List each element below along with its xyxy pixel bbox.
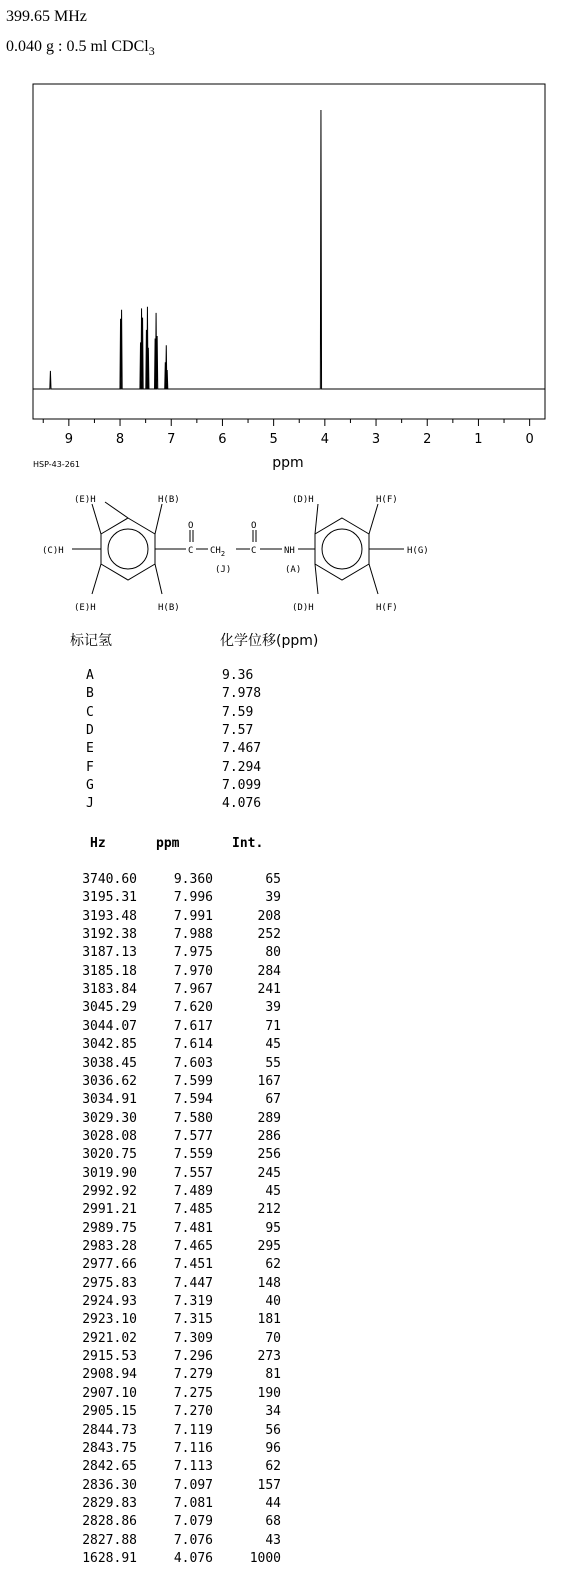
- peak-table-row: [0, 1459, 300, 1477]
- label-e-bottom: (E)H: [74, 603, 96, 613]
- label-o2: O: [251, 521, 257, 531]
- peak-ppm: 7.614: [173, 1037, 213, 1053]
- assignment-label: C: [86, 704, 94, 720]
- peak-intensity: 148: [257, 1275, 281, 1291]
- peak-hz: 2842.65: [82, 1459, 137, 1475]
- assignment-label: J: [86, 796, 94, 812]
- peak-intensity: 34: [265, 1404, 281, 1420]
- peak-table-row: [0, 1514, 300, 1532]
- assignment-label: F: [86, 759, 94, 775]
- peak-table-row: [0, 1404, 300, 1422]
- peak-hz: 3192.38: [82, 927, 137, 943]
- peak-hz: 3193.48: [82, 908, 137, 924]
- peak-hz: 2908.94: [82, 1367, 137, 1383]
- peak-hz: 3185.18: [82, 963, 137, 979]
- peak-intensity: 39: [265, 1000, 281, 1016]
- peak-ppm: 7.465: [173, 1239, 213, 1254]
- peak-intensity: 45: [265, 1037, 281, 1053]
- peak-intensity: 44: [265, 1495, 281, 1511]
- peak-ppm: 7.119: [173, 1422, 213, 1438]
- peak-intensity: 62: [265, 1257, 281, 1273]
- peak-ppm: 7.991: [173, 908, 213, 924]
- peak-intensity: 295: [257, 1239, 281, 1254]
- label-a: (A): [285, 565, 302, 575]
- peak-ppm: 7.079: [173, 1514, 213, 1530]
- bond: [155, 504, 162, 534]
- label-ch2: [210, 546, 225, 558]
- peak-intensity: 208: [257, 908, 281, 924]
- peak-ppm: 7.447: [173, 1275, 213, 1291]
- sample-text: 0.040 g : 0.5 ml CDCl: [6, 38, 149, 55]
- assignment-shift: 7.978: [222, 686, 262, 702]
- peak-hz: 3044.07: [82, 1018, 137, 1034]
- bond: [315, 564, 318, 594]
- peak-ppm: 7.988: [173, 927, 213, 943]
- label-c: (C)H: [42, 546, 64, 556]
- plot-frame: [33, 84, 545, 419]
- peak-ppm: 7.557: [173, 1165, 213, 1181]
- peak-ppm: 7.975: [173, 945, 213, 961]
- peak-table-row: [0, 1331, 300, 1349]
- peak-hz: 3195.31: [82, 890, 137, 906]
- peak-ppm: 7.097: [173, 1477, 213, 1493]
- assignment-shift: 7.57: [222, 722, 254, 738]
- label-c2: C: [251, 546, 257, 556]
- x-tick-label: 1: [474, 432, 483, 447]
- peak-table-row: [0, 1386, 300, 1404]
- peak-intensity: 95: [265, 1220, 281, 1236]
- peak-ppm: 7.275: [173, 1385, 213, 1401]
- peak-ppm: 7.967: [173, 982, 213, 998]
- nmr-spectrum-chart: [0, 0, 570, 480]
- peak-intensity: 212: [257, 1202, 281, 1218]
- peak-intensity: 157: [257, 1477, 281, 1493]
- peak-ppm: 7.970: [173, 963, 213, 979]
- peak-table-row: [0, 1111, 300, 1129]
- peak-intensity: 181: [257, 1312, 281, 1328]
- label-e-top: (E)H: [74, 495, 96, 505]
- peak-hz: 3042.85: [82, 1037, 137, 1053]
- peak-hz: 2975.83: [82, 1275, 137, 1291]
- peak-hz: 2921.02: [82, 1330, 137, 1346]
- peak-table-row: [0, 1423, 300, 1441]
- peak-intensity: 71: [265, 1018, 281, 1034]
- peak-table-row: [0, 1092, 300, 1110]
- peak-intensity: 80: [265, 945, 281, 961]
- peak-table-row: [0, 1037, 300, 1055]
- peak-intensity: 67: [265, 1092, 281, 1108]
- x-axis-ticks: [43, 419, 534, 447]
- peak-table-row: [0, 1147, 300, 1165]
- peak-intensity: 45: [265, 1183, 281, 1199]
- peak-table-row: [0, 1294, 300, 1312]
- assignment-shift: 7.294: [222, 759, 262, 775]
- peak-hz: 3028.08: [82, 1128, 137, 1144]
- x-tick-label: 8: [115, 432, 125, 447]
- peak-ppm: 7.116: [173, 1440, 213, 1456]
- peak-ppm: 7.309: [173, 1330, 213, 1346]
- peak-header-int: Int.: [232, 836, 264, 851]
- x-tick-label: 3: [371, 432, 381, 447]
- peak-ppm: 7.617: [173, 1018, 213, 1034]
- peak-table-row: [0, 1019, 300, 1037]
- peak-hz: 3187.13: [82, 945, 137, 961]
- peak-intensity: 286: [257, 1128, 281, 1144]
- peak-ppm: 7.603: [173, 1055, 213, 1071]
- peak-hz: 2843.75: [82, 1440, 137, 1456]
- peak-ppm: 7.451: [173, 1257, 213, 1273]
- peak-hz: 2907.10: [82, 1385, 137, 1401]
- peak-ppm: 7.559: [173, 1147, 213, 1163]
- peak-hz: 3038.45: [82, 1055, 137, 1071]
- peak-intensity: 55: [265, 1055, 281, 1071]
- peak-table-row: [0, 945, 300, 963]
- peak-table-row: [0, 1367, 300, 1385]
- peak-table-row: [0, 1239, 300, 1257]
- spectrum-trace: [33, 110, 545, 389]
- peak-table-row: [0, 982, 300, 1000]
- peak-hz: 2829.83: [82, 1495, 137, 1511]
- label-nh: NH: [284, 546, 295, 556]
- assignment-label: D: [86, 722, 94, 738]
- peak-table-row: [0, 927, 300, 945]
- peak-hz: 3036.62: [82, 1073, 137, 1089]
- bond: [92, 564, 101, 594]
- peak-table-row: [0, 1184, 300, 1202]
- label-f-bottom: H(F): [376, 603, 398, 613]
- peak-ppm: 7.485: [173, 1202, 213, 1218]
- peak-table-row: [0, 872, 300, 890]
- x-tick-label: 9: [64, 432, 73, 447]
- peak-header-hz: Hz: [90, 836, 106, 851]
- assignment-shift: 9.36: [222, 668, 254, 683]
- peak-table-row: [0, 1312, 300, 1330]
- peak-intensity: 65: [265, 872, 281, 887]
- peak-intensity: 68: [265, 1514, 281, 1530]
- peak-intensity: 81: [265, 1367, 281, 1383]
- assignment-shift-header: 化学位移(ppm): [220, 633, 319, 649]
- peak-hz: 2983.28: [82, 1239, 137, 1254]
- peak-ppm: 9.360: [173, 872, 213, 887]
- label-d-top: (D)H: [292, 495, 314, 505]
- peak-hz: 1628.91: [82, 1550, 137, 1566]
- peak-hz: 2992.92: [82, 1183, 137, 1199]
- peak-table-row: [0, 1202, 300, 1220]
- bond: [369, 564, 378, 594]
- peak-ppm: 7.996: [173, 890, 213, 906]
- assignment-shift: 7.59: [222, 704, 254, 720]
- peak-ppm: 4.076: [173, 1550, 213, 1566]
- peak-ppm: 7.599: [173, 1073, 213, 1089]
- label-b-top: H(B): [158, 495, 180, 505]
- peak-ppm: 7.481: [173, 1220, 213, 1236]
- bond: [155, 564, 162, 594]
- peak-hz: 2923.10: [82, 1312, 137, 1328]
- assignment-label: B: [86, 686, 94, 702]
- assignment-shift: 4.076: [222, 796, 262, 812]
- label-j: (J): [215, 565, 232, 575]
- assignment-shift: 7.467: [222, 741, 262, 757]
- peak-intensity: 62: [265, 1459, 281, 1475]
- peak-intensity: 289: [257, 1110, 281, 1126]
- peak-hz: 2844.73: [82, 1422, 137, 1438]
- bond: [315, 504, 318, 534]
- bond: [105, 502, 128, 518]
- left-benzene-ring: [101, 518, 155, 580]
- peak-hz: 3740.60: [82, 872, 137, 887]
- label-o1: O: [188, 521, 194, 531]
- peak-table-row: [0, 1166, 300, 1184]
- x-tick-label: 0: [525, 432, 534, 447]
- peak-intensity: 96: [265, 1440, 281, 1456]
- ch2-text: CH: [210, 546, 221, 556]
- peak-table-row: [0, 1221, 300, 1239]
- peak-intensity: 252: [257, 927, 281, 943]
- peak-ppm: 7.577: [173, 1128, 213, 1144]
- peak-table-row: [0, 890, 300, 908]
- peak-table-row: [0, 1000, 300, 1018]
- peak-intensity: 273: [257, 1349, 281, 1365]
- label-g: H(G): [407, 546, 429, 556]
- peak-table-row: [0, 1496, 300, 1514]
- peak-ppm: 7.489: [173, 1183, 213, 1199]
- peak-ppm: 7.319: [173, 1294, 213, 1310]
- peak-intensity: 39: [265, 890, 281, 906]
- x-tick-label: 6: [218, 432, 227, 447]
- peak-table-row: [0, 1257, 300, 1275]
- peak-intensity: 245: [257, 1165, 281, 1181]
- peak-ppm: 7.315: [173, 1312, 213, 1328]
- peak-hz: 3045.29: [82, 1000, 137, 1016]
- peak-ppm: 7.081: [173, 1495, 213, 1511]
- x-tick-label: 2: [423, 432, 432, 447]
- peak-intensity: 256: [257, 1147, 281, 1163]
- peak-table-row: [0, 1074, 300, 1092]
- peak-table-row: [0, 1056, 300, 1074]
- peak-table-row: [0, 1349, 300, 1367]
- peak-table-row: [0, 1533, 300, 1551]
- spectrum-code: HSP-43-261: [33, 460, 80, 469]
- x-axis-label: ppm: [272, 455, 304, 471]
- label-b-bottom: H(B): [158, 603, 180, 613]
- peak-header-ppm: ppm: [156, 836, 180, 851]
- assignment-label: G: [86, 777, 94, 793]
- peak-intensity: 70: [265, 1330, 281, 1346]
- peak-intensity: 56: [265, 1422, 281, 1438]
- peak-hz: 3020.75: [82, 1147, 137, 1163]
- frequency-label: 399.65 MHz: [6, 8, 87, 25]
- peak-table-row: [0, 964, 300, 982]
- x-tick-label: 7: [167, 432, 176, 447]
- peak-intensity: 241: [257, 982, 281, 998]
- ch2-subscript: 2: [220, 550, 226, 558]
- peak-intensity: 190: [257, 1385, 281, 1401]
- peak-hz: 2924.93: [82, 1294, 137, 1310]
- peak-hz: 3019.90: [82, 1165, 137, 1181]
- peak-intensity: 40: [265, 1294, 281, 1310]
- label-d-bottom: (D)H: [292, 603, 314, 613]
- peak-intensity: 284: [257, 963, 281, 979]
- peak-ppm: 7.113: [173, 1459, 213, 1475]
- chemical-structure: [0, 488, 570, 623]
- right-ring-circle: [322, 529, 362, 569]
- peak-table-row: [0, 1551, 300, 1569]
- peak-table-row: [0, 1478, 300, 1496]
- peak-hz: 3183.84: [82, 982, 137, 998]
- peak-ppm: 7.296: [173, 1349, 213, 1365]
- peak-hz: 2827.88: [82, 1532, 137, 1548]
- peak-ppm: 7.076: [173, 1532, 213, 1548]
- peak-intensity: 167: [257, 1073, 281, 1089]
- peak-ppm: 7.580: [173, 1110, 213, 1126]
- x-tick-label: 5: [269, 432, 278, 447]
- assignment-shift: 7.099: [222, 777, 262, 793]
- peak-intensity: 1000: [249, 1550, 281, 1566]
- label-f-top: H(F): [376, 495, 398, 505]
- left-ring-circle: [108, 529, 148, 569]
- peak-ppm: 7.279: [173, 1367, 213, 1383]
- peak-hz: 2991.21: [82, 1202, 137, 1218]
- right-benzene-ring: [315, 518, 369, 580]
- peak-ppm: 7.620: [173, 1000, 213, 1016]
- peak-hz: 2915.53: [82, 1349, 137, 1365]
- peak-hz: 3034.91: [82, 1092, 137, 1108]
- peak-table-row: [0, 1276, 300, 1294]
- peak-table-row: [0, 1441, 300, 1459]
- peak-intensity: 43: [265, 1532, 281, 1548]
- peak-ppm: 7.270: [173, 1404, 213, 1420]
- x-tick-label: 4: [320, 432, 329, 447]
- bond: [369, 504, 378, 534]
- peak-hz: 2828.86: [82, 1514, 137, 1530]
- peak-ppm: 7.594: [173, 1092, 213, 1108]
- peak-hz: 2836.30: [82, 1477, 137, 1493]
- label-c1: C: [188, 546, 194, 556]
- peak-hz: 2989.75: [82, 1220, 137, 1236]
- peak-hz: 3029.30: [82, 1110, 137, 1126]
- assignment-label: A: [86, 668, 94, 683]
- peak-hz: 2905.15: [82, 1404, 137, 1420]
- assignment-label: E: [86, 741, 94, 757]
- peak-table-row: [0, 909, 300, 927]
- peak-hz: 2977.66: [82, 1257, 137, 1273]
- assignment-label-header: 标记氢: [70, 633, 112, 649]
- peak-table-row: [0, 1129, 300, 1147]
- bond: [92, 504, 101, 534]
- sample-subscript: 3: [148, 44, 155, 59]
